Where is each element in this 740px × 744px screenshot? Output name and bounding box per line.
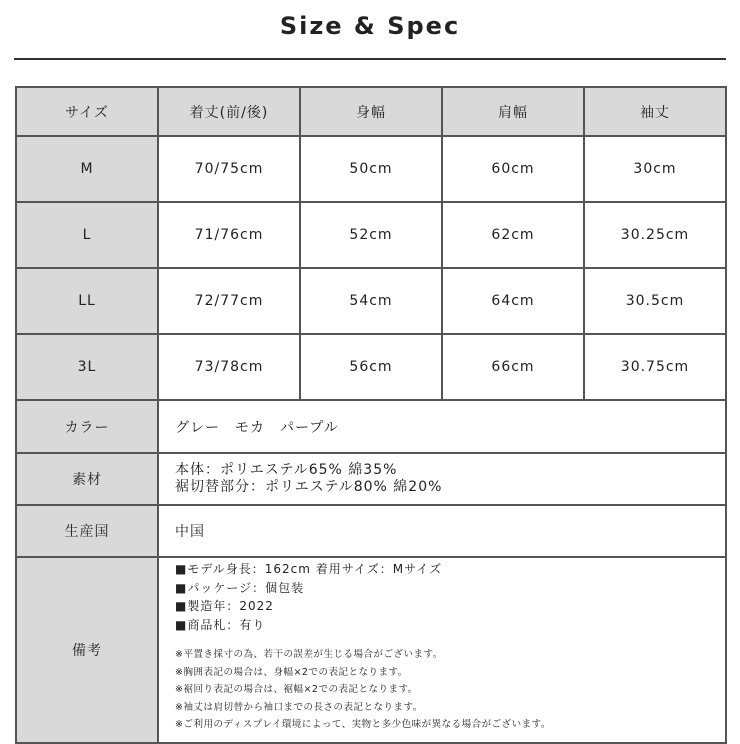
origin-value: 中国: [158, 505, 726, 557]
sleeve-cell: 30.5cm: [584, 268, 726, 334]
shoulder-cell: 64cm: [442, 268, 584, 334]
disclaimer-list: [175, 646, 725, 734]
disclaimer-item: ※ご利用のディスプレイ環境によって、実物と多少色味が異なる場合がございます。: [175, 719, 551, 731]
shoulder-cell: 66cm: [442, 334, 584, 400]
notes-value: [158, 557, 726, 743]
note-item: ■商品札：有り: [175, 617, 266, 632]
note-item: ■パッケージ：個包装: [175, 580, 305, 595]
header-size: サイズ: [16, 87, 158, 136]
table-row: [16, 202, 726, 268]
header-width: 身幅: [300, 87, 442, 136]
size-label: M: [16, 136, 158, 202]
material-line: 本体：ポリエステル65% 綿35%: [175, 462, 398, 478]
table-row: [16, 268, 726, 334]
size-label: LL: [16, 268, 158, 334]
header-length: 着丈(前/後): [158, 87, 300, 136]
material-label: 素材: [16, 453, 158, 505]
spec-table: [15, 86, 727, 744]
shoulder-cell: 62cm: [442, 202, 584, 268]
width-cell: 52cm: [300, 202, 442, 268]
header-sleeve: 袖丈: [584, 87, 726, 136]
disclaimer-item: ※裾回り表記の場合は、裾幅×2での表記となります。: [175, 684, 418, 696]
notes-row: [16, 557, 726, 743]
table-row: [16, 334, 726, 400]
length-cell: 71/76cm: [158, 202, 300, 268]
disclaimer-item: ※袖丈は肩切替から袖口までの長さの表記となります。: [175, 701, 423, 713]
color-value: グレー モカ パープル: [158, 400, 726, 453]
length-cell: 73/78cm: [158, 334, 300, 400]
sleeve-cell: 30cm: [584, 136, 726, 202]
width-cell: 54cm: [300, 268, 442, 334]
origin-label: 生産国: [16, 505, 158, 557]
notes-label: 備考: [16, 557, 158, 743]
size-label: 3L: [16, 334, 158, 400]
sleeve-cell: 30.25cm: [584, 202, 726, 268]
disclaimer-item: ※胸囲表記の場合は、身幅×2での表記となります。: [175, 666, 408, 678]
title-divider: [14, 58, 726, 60]
color-label: カラー: [16, 400, 158, 453]
size-label: L: [16, 202, 158, 268]
table-row: [16, 136, 726, 202]
header-shoulder: 肩幅: [442, 87, 584, 136]
origin-row: [16, 505, 726, 557]
notes-list: [175, 560, 725, 634]
material-row: [16, 453, 726, 505]
page-title: Size & Spec: [279, 12, 461, 40]
width-cell: 50cm: [300, 136, 442, 202]
shoulder-cell: 60cm: [442, 136, 584, 202]
note-item: ■モデル身長：162cm 着用サイズ：Mサイズ: [175, 562, 443, 577]
header-row: [16, 87, 726, 136]
length-cell: 72/77cm: [158, 268, 300, 334]
color-row: [16, 400, 726, 453]
material-value: [158, 453, 726, 505]
disclaimer-item: ※平置き採寸の為、若干の誤差が生じる場合がございます。: [175, 649, 443, 661]
sleeve-cell: 30.75cm: [584, 334, 726, 400]
note-item: ■製造年：2022: [175, 599, 274, 614]
length-cell: 70/75cm: [158, 136, 300, 202]
material-line: 裾切替部分：ポリエステル80% 綿20%: [175, 479, 443, 495]
width-cell: 56cm: [300, 334, 442, 400]
